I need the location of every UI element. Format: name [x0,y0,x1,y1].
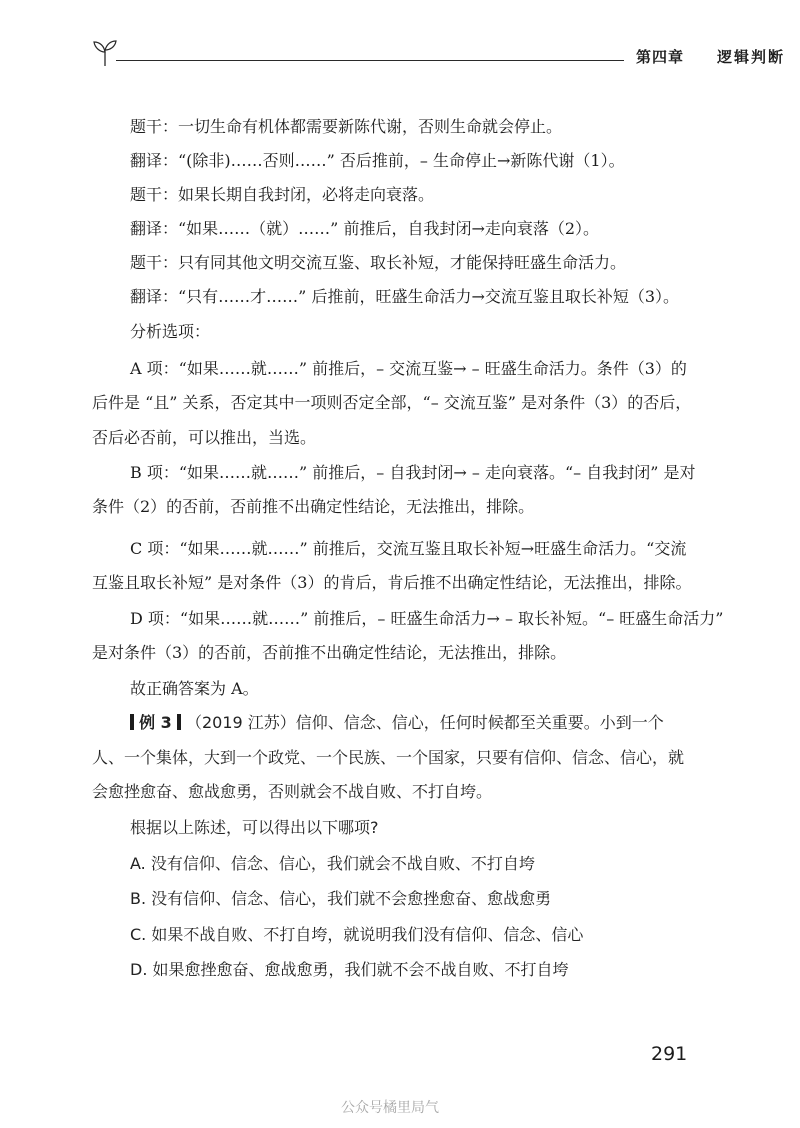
text-line: B 项：“如果……就……” 前推后，– 自我封闭→ – 走向衰落。“– 自我封闭” 是对 [130,463,696,482]
option-a: A. 没有信仰、信念、信心，我们就会不战自败、不打自垮 [130,854,535,873]
text-line: 题干：一切生命有机体都需要新陈代谢，否则生命就会停止。 [130,117,563,136]
text-line: 互鉴且取长补短” 是对条件（3）的肯后，肯后推不出确定性结论，无法推出，排除。 [92,573,692,592]
text-line: 翻译：“只有……才……” 后推前，旺盛生命活力→交流互鉴且取长补短（3）。 [130,287,680,306]
example-line-1 [130,713,664,732]
example-text: （2019 江苏）信仰、信念、信心，任何时候都至关重要。小到一个 [186,713,664,732]
text-line: D 项：“如果……就……” 前推后，– 旺盛生命活力→ – 取长补短。“– 旺盛生命活力” [130,609,724,628]
example-line-3: 会愈挫愈奋、愈战愈勇，否则就会不战自败、不打自垮。 [92,782,493,801]
text-line: C 项：“如果……就……” 前推后，交流互鉴且取长补短→旺盛生命活力。“交流 [130,539,687,558]
text-line: 翻译：“如果……（就）……” 前推后，自我封闭→走向衰落（2）。 [130,219,600,238]
text-line: 条件（2）的否前，否前推不出确定性结论，无法推出，排除。 [92,497,535,516]
text-line: A 项：“如果……就……” 前推后，– 交流互鉴→ – 旺盛生命活力。条件（3）的 [130,359,687,378]
sprout-icon [92,38,118,68]
text-line: 题干：只有同其他文明交流互鉴、取长补短，才能保持旺盛生命活力。 [130,253,627,272]
text-line: 是对条件（3）的否前，否前推不出确定性结论，无法推出，排除。 [92,643,567,662]
label-bar-right [177,714,181,730]
header-rule [116,60,624,61]
text-line: 翻译：“(除非)……否则……” 否后推前，– 生命停止→新陈代谢（1）。 [130,151,625,170]
chapter-title: 第四章 [636,48,685,66]
watermark-text: 公众号橘里局气 [341,1100,439,1116]
text-line: 故正确答案为 A。 [130,679,259,698]
section-title: 逻辑判断 [717,48,786,66]
option-d: D. 如果愈挫愈奋、愈战愈勇，我们就不会不战自败、不打自垮 [130,960,569,979]
text-line: 否后必否前，可以推出，当选。 [92,428,317,447]
example-line-2: 人、一个集体，大到一个政党、一个民族、一个国家，只要有信仰、信念、信心，就 [92,748,685,767]
example-label: 例 3 [139,713,172,732]
running-header [92,38,786,72]
option-b: B. 没有信仰、信念、信心，我们就不会愈挫愈奋、愈战愈勇 [130,889,552,908]
page-number: 291 [651,1043,688,1065]
text-line: 分析选项： [130,322,211,341]
option-c: C. 如果不战自败、不打自垮，就说明我们没有信仰、信念、信心 [130,925,584,944]
text-line: 题干：如果长期自我封闭，必将走向衰落。 [130,185,435,204]
text-line: 后件是 “且” 关系，否定其中一项则否定全部，“– 交流互鉴” 是对条件（3）的否后， [92,393,692,412]
label-bar-left [130,714,134,730]
question-text: 根据以上陈述，可以得出以下哪项? [130,818,379,837]
